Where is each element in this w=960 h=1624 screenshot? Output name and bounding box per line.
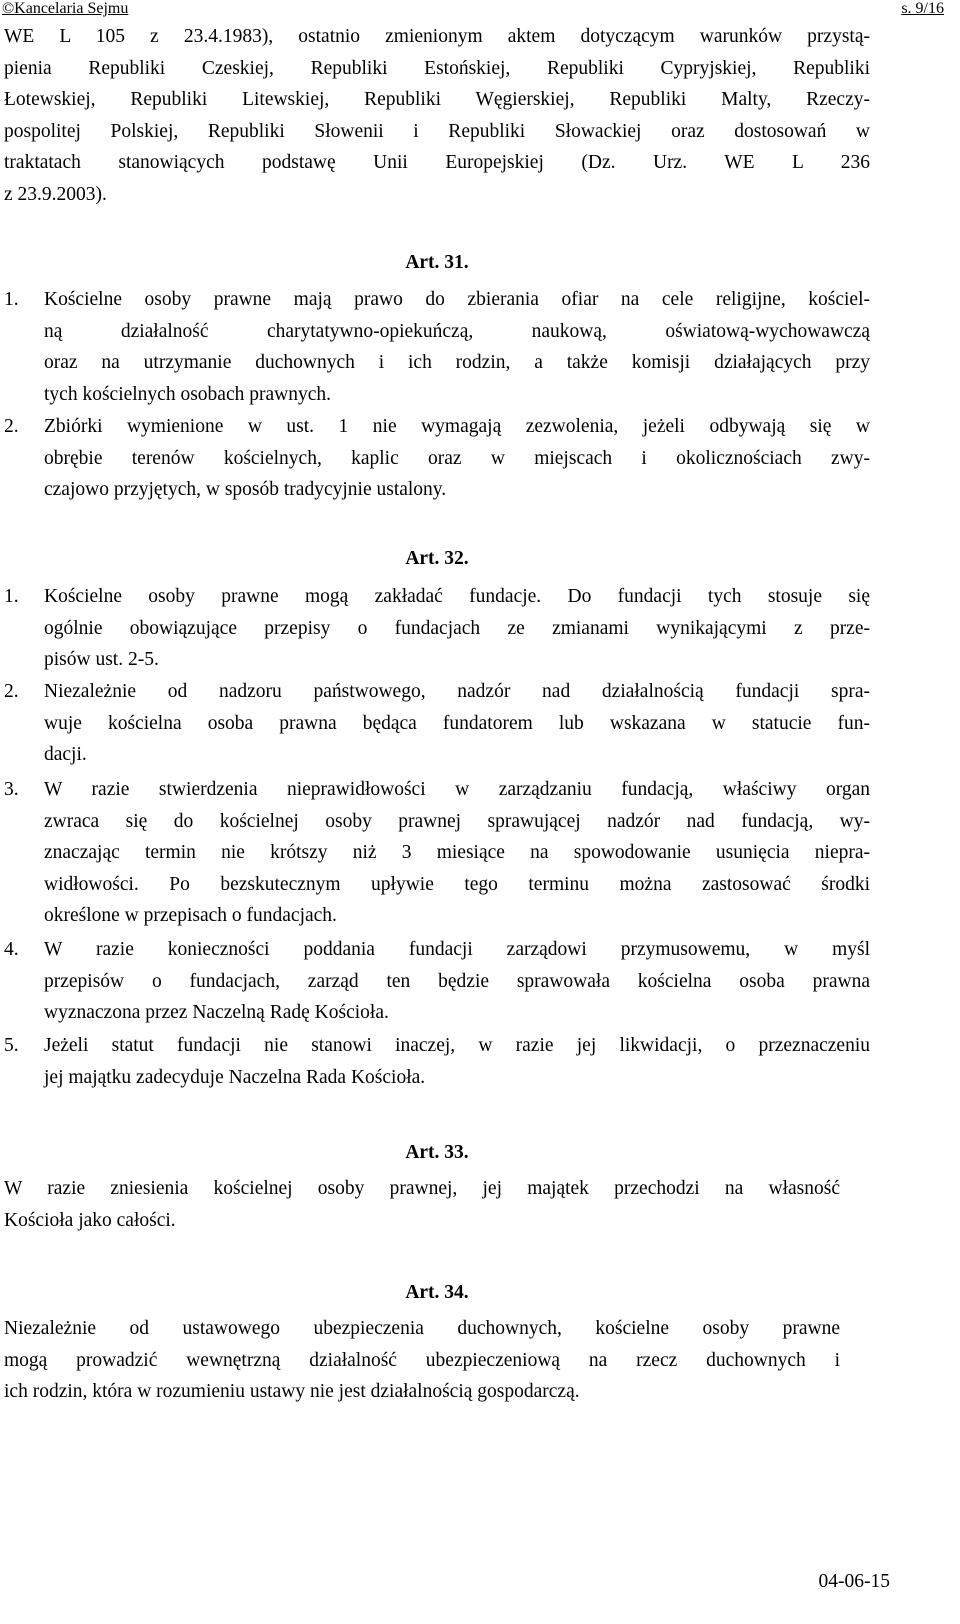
text-line: pisów ust. 2-5. <box>44 649 159 670</box>
text-line: czajowo przyjętych, w sposób tradycyjnie ustalony. <box>44 479 447 500</box>
text-line: Łotewskiej, Republiki Litewskiej, Republiki Węgierskiej, Republiki Malty, Rzeczy- <box>4 89 870 110</box>
art32-item-2 <box>4 676 870 771</box>
page-header <box>2 0 944 18</box>
article-32-title: Art. 32. <box>405 548 469 569</box>
text-line: przepisów o fundacjach, zarząd ten będzie sprawowała kościelna osoba prawna <box>44 970 870 992</box>
item-number: 5. <box>4 1035 19 1056</box>
text-line: widłowości. Po bezskutecznym upływie tego terminu można zastosować środki <box>44 873 870 895</box>
intro-paragraph <box>4 21 870 210</box>
header-source: ©Kancelaria Sejmu <box>2 0 129 17</box>
text-line: W razie stwierdzenia nieprawidłowości w zarządzaniu fundacją, właściwy organ <box>44 779 870 800</box>
text-line: Zbiórki wymienione w ust. 1 nie wymagają zezwolenia, jeżeli odbywają się w <box>44 416 870 437</box>
item-number: 1. <box>4 586 19 607</box>
item-number: 1. <box>4 289 19 310</box>
item-number: 4. <box>4 939 19 960</box>
text-line: Niezależnie od ustawowego ubezpieczenia duchownych, kościelne osoby prawne <box>4 1318 840 1339</box>
text-line: z 23.9.2003). <box>4 183 107 205</box>
art34-paragraph <box>4 1313 840 1408</box>
art32-item-3 <box>4 774 870 932</box>
text-line: Kościoła jako całości. <box>4 1209 176 1231</box>
article-31-title: Art. 31. <box>405 252 469 273</box>
text-line: Kościelne osoby prawne mogą zakładać fundacje. Do fundacji tych stosuje się <box>44 586 870 607</box>
text-line: zwraca się do kościelnej osoby prawnej sprawującej nadzór nad fundacją, wy- <box>44 810 870 832</box>
article-33-title: Art. 33. <box>405 1142 469 1163</box>
art32-item-4 <box>4 934 870 1029</box>
art31-item-1 <box>4 284 870 410</box>
text-line: pienia Republiki Czeskiej, Republiki Estońskiej, Republiki Cypryjskiej, Republiki <box>4 57 870 79</box>
text-line: mogą prowadzić wewnętrzną działalność ubezpieczeniową na rzecz duchownych i <box>4 1349 840 1371</box>
art32-item-1 <box>4 581 870 676</box>
text-line: W razie zniesienia kościelnej osoby prawnej, jej majątek przechodzi na własność <box>4 1178 840 1199</box>
text-line: Jeżeli statut fundacji nie stanowi inaczej, w razie jej likwidacji, o przeznaczeniu <box>44 1035 870 1056</box>
text-line: pospolitej Polskiej, Republiki Słowenii i Republiki Słowackiej oraz dostosowań w <box>4 120 870 142</box>
text-line: ną działalność charytatywno-opiekuńczą, naukową, oświatową-wychowawczą <box>44 320 870 342</box>
text-line: Niezależnie od nadzoru państwowego, nadzór nad działalnością fundacji spra- <box>44 681 870 702</box>
page-number: s. 9/16 <box>901 0 944 17</box>
item-number: 2. <box>4 416 19 437</box>
text-line: obrębie terenów kościelnych, kaplic oraz w miejscach i okolicznościach zwy- <box>44 447 870 469</box>
text-line: oraz na utrzymanie duchownych i ich rodzin, a także komisji działających przy <box>44 352 870 373</box>
text-line: dacji. <box>44 744 87 765</box>
text-line: tych kościelnych osobach prawnych. <box>44 383 331 405</box>
text-line: znaczając termin nie krótszy niż 3 miesiące na spowodowanie usunięcia niepra- <box>44 842 870 863</box>
footer-date: 04-06-15 <box>818 1571 890 1592</box>
article-34-title: Art. 34. <box>405 1282 469 1303</box>
art32-item-5 <box>4 1030 870 1093</box>
text-line: określone w przepisach o fundacjach. <box>44 905 337 926</box>
text-line: jej majątku zadecyduje Naczelna Rada Kościoła. <box>44 1066 426 1088</box>
text-line: wyznaczona przez Naczelną Radę Kościoła. <box>44 1002 389 1023</box>
art33-paragraph <box>4 1173 840 1236</box>
art31-item-2 <box>4 411 870 506</box>
text-line: WE L 105 z 23.4.1983), ostatnio zmienionym aktem dotyczącym warunków przystą- <box>4 26 870 47</box>
text-line: ogólnie obowiązujące przepisy o fundacjach ze zmianami wynikającymi z prze- <box>44 617 870 639</box>
text-line: wuje kościelna osoba prawna będąca fundatorem lub wskazana w statucie fun- <box>44 712 870 734</box>
text-line: traktatach stanowiących podstawę Unii Europejskiej (Dz. Urz. WE L 236 <box>4 152 870 173</box>
text-line: Kościelne osoby prawne mają prawo do zbierania ofiar na cele religijne, kościel- <box>44 289 870 310</box>
text-line: ich rodzin, która w rozumieniu ustawy nie jest działalnością gospodarczą. <box>4 1381 580 1402</box>
item-number: 2. <box>4 681 19 702</box>
item-number: 3. <box>4 779 19 800</box>
text-line: W razie konieczności poddania fundacji zarządowi przymusowemu, w myśl <box>44 939 870 960</box>
